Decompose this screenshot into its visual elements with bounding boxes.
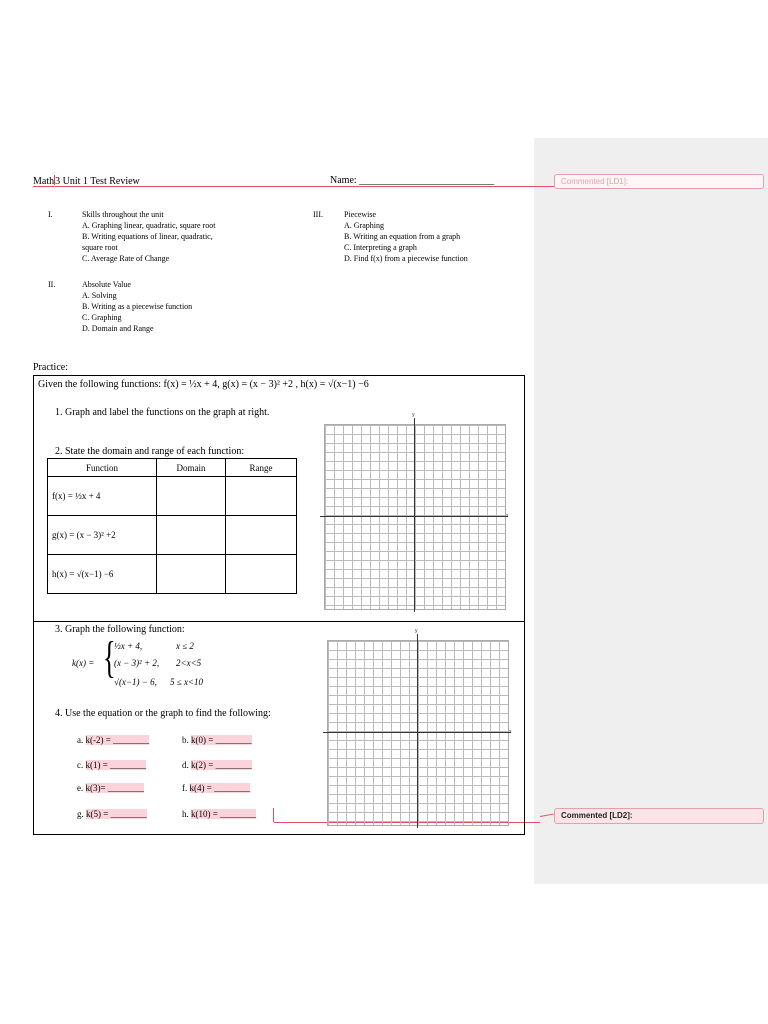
answer-c[interactable]: c. k(1) = ________ <box>77 760 147 770</box>
x-axis-2 <box>323 732 511 733</box>
piece-2-cond: 2<x<5 <box>176 658 202 668</box>
outline-section-3: III. Piecewise A. Graphing B. Writing an equation from a graph C. Interpreting a graph D. Find f(x) from a piecewise function <box>313 210 468 263</box>
piece-3-cond: 5 ≤ x<10 <box>170 677 204 687</box>
header-range: Range <box>226 459 297 477</box>
range-cell-g[interactable] <box>226 516 297 555</box>
piece-3-expr: √(x−1) − 6, <box>114 677 157 687</box>
domain-cell-f[interactable] <box>157 477 226 516</box>
comment-connector-1b <box>523 186 554 187</box>
header-domain: Domain <box>157 459 226 477</box>
piece-1-expr: ½x + 4, <box>114 641 143 651</box>
answer-e[interactable]: e. k(3)= ________ <box>77 783 144 793</box>
table-row-g: g(x) = (x − 3)² +2 <box>48 516 157 555</box>
x-axis-1 <box>320 516 508 517</box>
piece-2-expr: (x − 3)² + 2, <box>114 658 160 668</box>
document-title: Math3 Unit 1 Test Review <box>33 176 140 187</box>
question-2: 2. State the domain and range of each function: <box>55 446 245 457</box>
domain-cell-g[interactable] <box>157 516 226 555</box>
question-4: 4. Use the equation or the graph to find the following: <box>55 708 271 719</box>
x-axis-label-2: x <box>509 729 512 735</box>
piecewise-lhs: k(x) = <box>72 658 95 668</box>
question-3: 3. Graph the following function: <box>55 624 185 635</box>
coordinate-grid-2 <box>327 640 509 826</box>
answer-h[interactable]: h. k(10) = ________ <box>182 809 257 819</box>
header-function: Function <box>48 459 157 477</box>
piecewise-brace: { <box>103 633 116 682</box>
answer-b[interactable]: b. k(0) = ________ <box>182 735 252 745</box>
given-functions: Given the following functions: f(x) = ½x + 4, g(x) = (x − 3)² +2 , h(x) = √(x−1) −6 <box>38 379 369 390</box>
comment-ld1[interactable]: Commented [LD1]: <box>554 174 764 189</box>
answer-f[interactable]: f. k(4) = ________ <box>182 783 251 793</box>
x-axis-label-1: x <box>506 513 509 519</box>
range-cell-h[interactable] <box>226 555 297 594</box>
piece-1-cond: x ≤ 2 <box>176 641 194 651</box>
domain-cell-h[interactable] <box>157 555 226 594</box>
answer-g[interactable]: g. k(5) = ________ <box>77 809 147 819</box>
outline-section-1: I. Skills throughout the unit A. Graphing linear, quadratic, square root B. Writing equations of linear, quadratic, square root C. Average Rate of Change <box>48 210 216 263</box>
outline-section-2: II. Absolute Value A. Solving B. Writing as a piecewise function C. Graphing D. Domain and Range <box>48 280 193 333</box>
table-row-f: f(x) = ½x + 4 <box>48 477 157 516</box>
name-field[interactable]: Name: ___________________________ <box>330 175 495 186</box>
y-axis-2 <box>417 634 418 828</box>
table-row-h: h(x) = √(x−1) −6 <box>48 555 157 594</box>
y-axis-label-2: y <box>415 628 418 634</box>
comment-ld2[interactable]: Commented [LD2]: <box>554 808 764 824</box>
question-1: 1. Graph and label the functions on the graph at right. <box>55 407 270 418</box>
coordinate-grid-1 <box>324 424 506 610</box>
y-axis-label-1: y <box>412 412 415 418</box>
answer-a[interactable]: a. k(-2) = ________ <box>77 735 150 745</box>
domain-range-table <box>47 458 297 594</box>
range-cell-f[interactable] <box>226 477 297 516</box>
answer-d[interactable]: d. k(2) = ________ <box>182 760 252 770</box>
practice-label: Practice: <box>33 362 68 373</box>
comment-pane <box>534 138 768 884</box>
y-axis-1 <box>414 418 415 612</box>
